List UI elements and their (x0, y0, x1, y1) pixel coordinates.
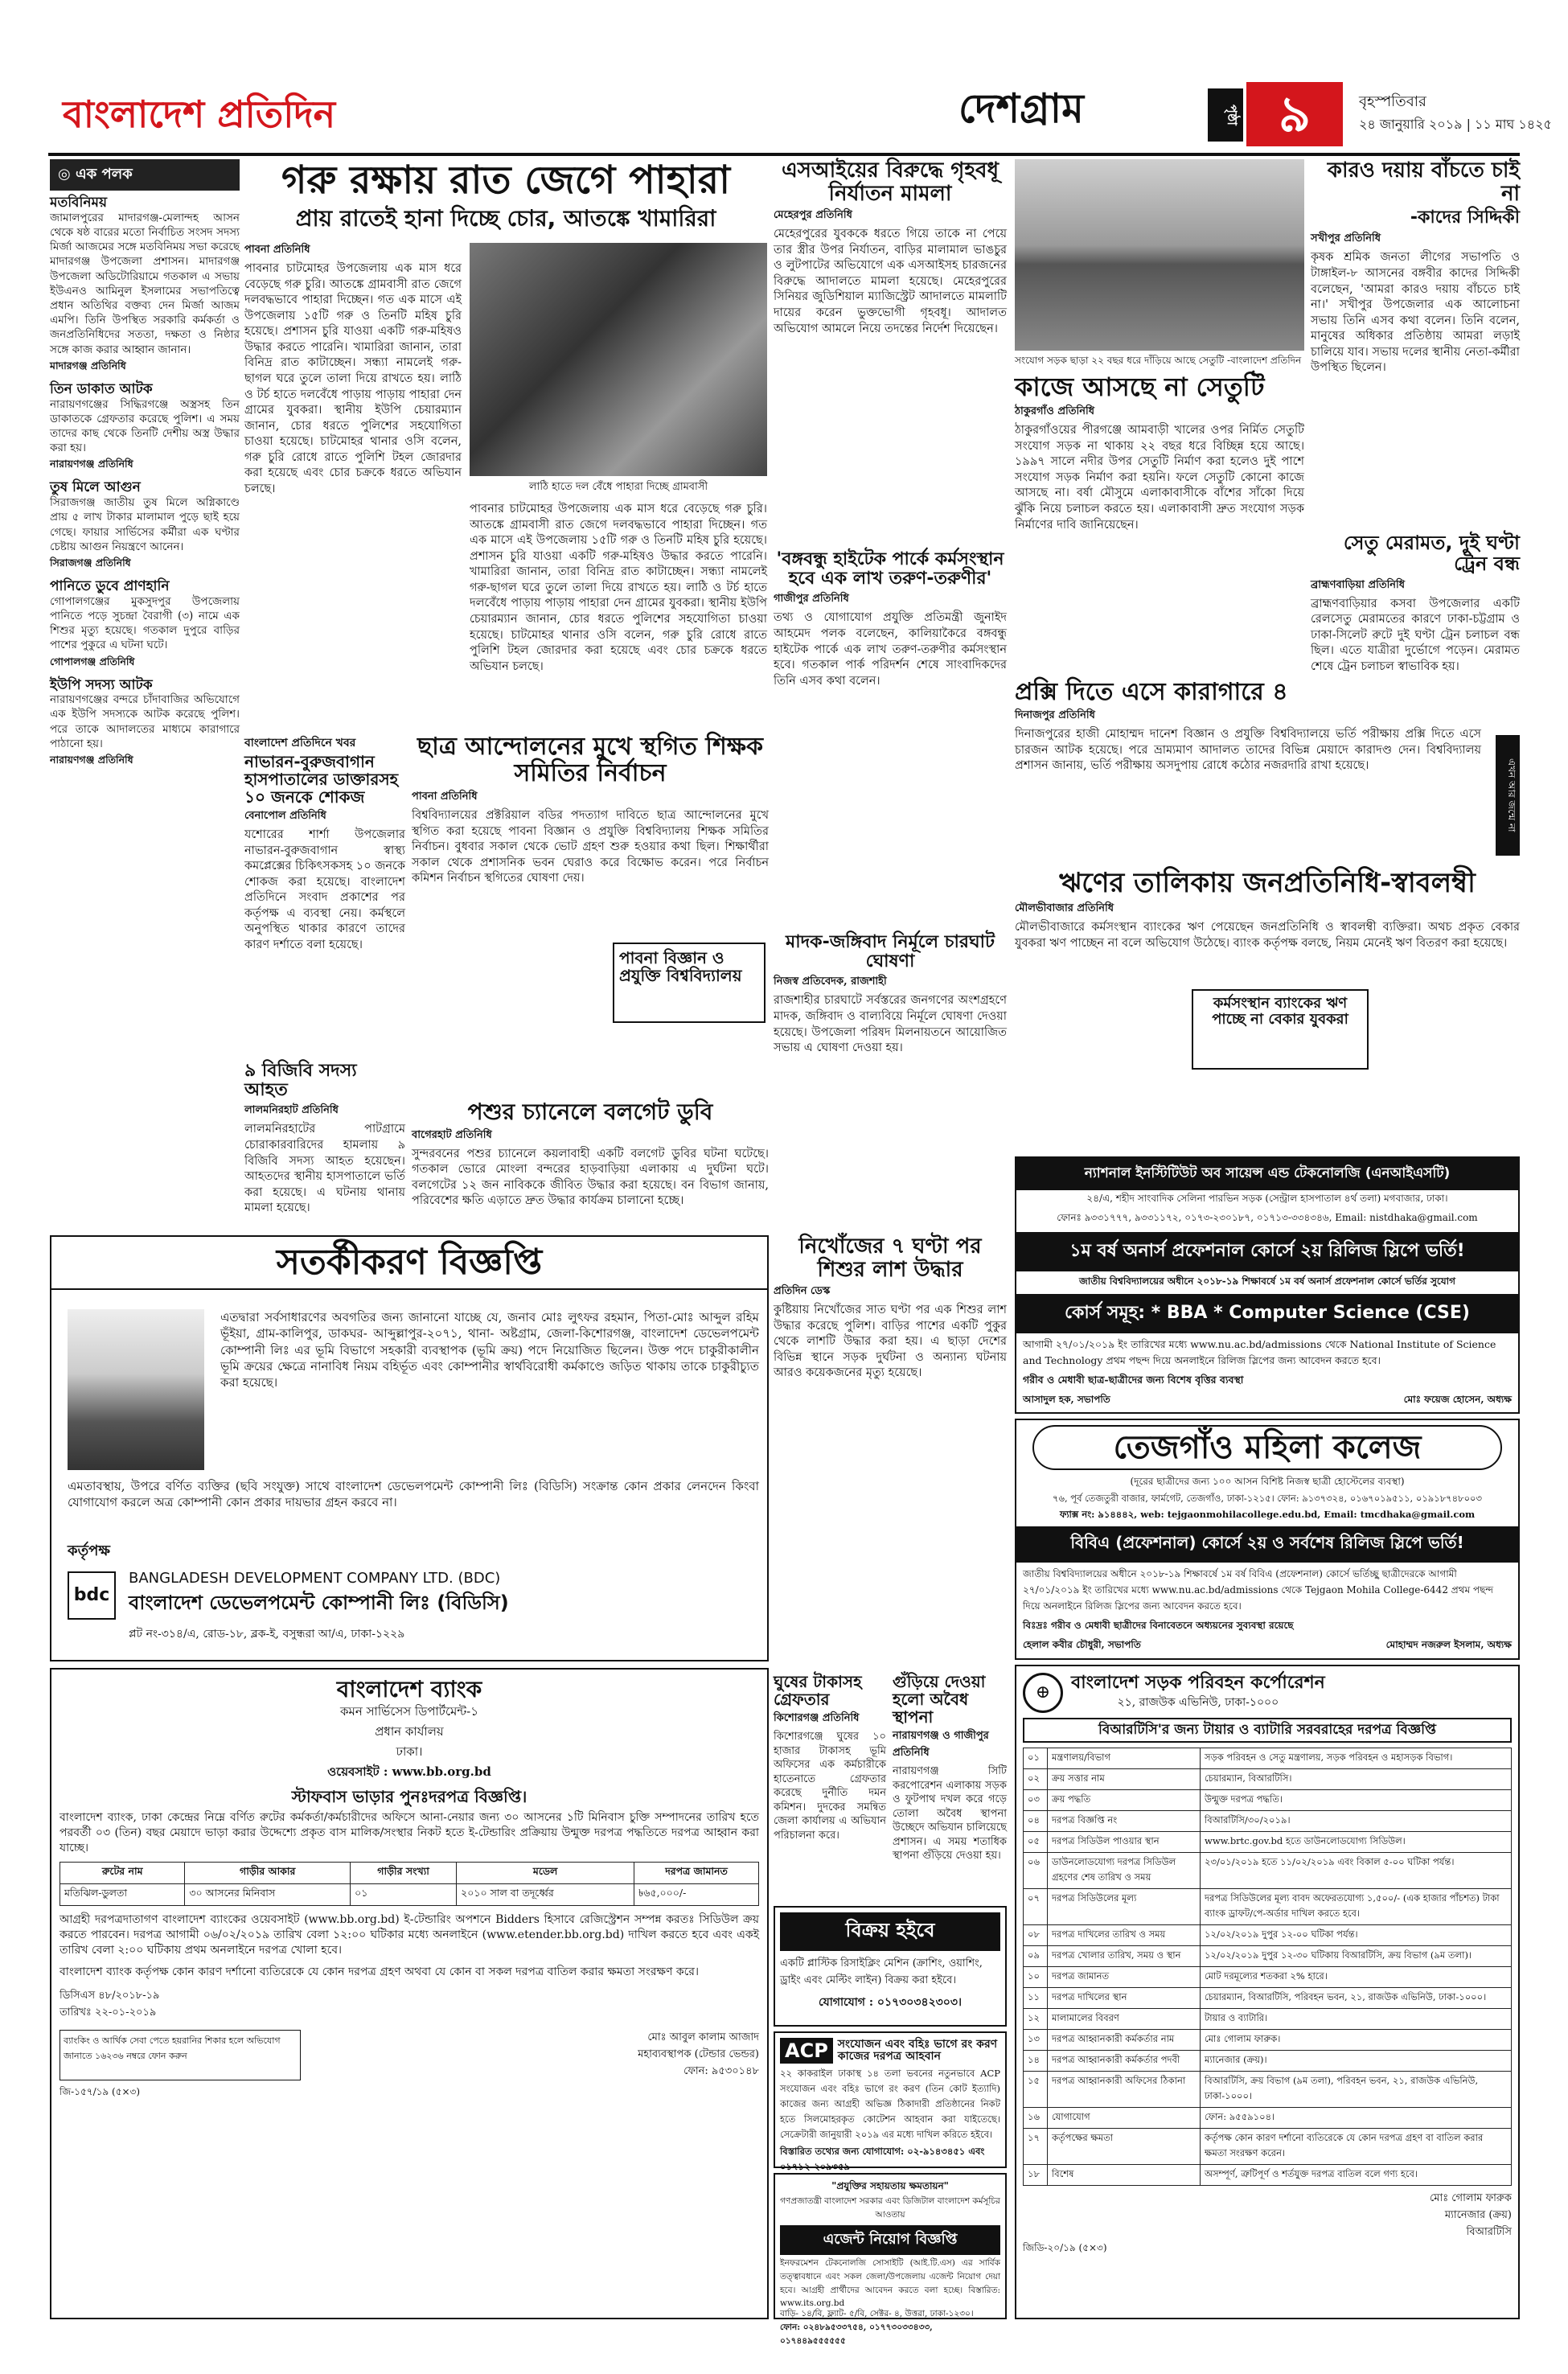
ad-bank-footer: বাংলাদেশ ব্যাংক কর্তৃপক্ষ কোন কারণ দর্শানো ব্যতিরেকে যে কোন দরপত্র গ্রহণ অথবা যে কোন বা সকল দরপত্র বাতিল করার ক্ষমতা সংরক্ষণ করে। (60, 1965, 699, 1979)
ad-bank-slogan: ব্যাংকিং ও আর্থিক সেবা পেতে হয়রানির শিকার হলে অভিযোগ জানাতে ১৬২৩৬ নম্বরে ফোন করুন (60, 2030, 301, 2080)
table-row (1024, 1831, 1512, 1852)
story-bangabandhu-text: তথ্য ও যোগাযোগ প্রযুক্তি প্রতিমন্ত্রী জুনাইদ আহমেদ পলক বলেছেন, কালিয়াকৈরে বঙ্গবন্ধু হাইটেক পার্কে এক লাখ তরুণ-তরুণীর কর্মসংস্থান হবে। গতকাল পার্ক পরিদর্শন শেষে সাংবাদিকদের তিনি এসব কথা বলেন। (774, 611, 1007, 688)
story-canal-text: সুন্দরবনের পশুর চ্যানেলে কয়লাবাহী একটি বলগেট ডুবির ঘটনা ঘটেছে। গতকাল ভোরে মোংলা বন্দরের হাড়বাড়িয়া এলাকায় এ দুর্ঘটনা ঘটে। বলগেটের ১২ জন নাবিককে জীবিত উদ্ধার করা হয়েছে। বন বিভাগ জানায়, পরিবেশের ক্ষতি এড়াতে দ্রুত উদ্ধার কার্যক্রম চালানো হচ্ছে। (412, 1147, 769, 1208)
story-canal-headline: পশুর চ্যানেলে বলগেট ডুবি (467, 1099, 713, 1125)
story-gender-headline: এসআইয়ের বিরুদ্ধে গৃহবধূ নির্যাতন মামলা (781, 158, 999, 206)
ad-tejgaon-sub: (দূরের ছাত্রীদের জন্য ১০০ আসন বিশিষ্ট নিজস্ব ছাত্রী হোস্টেলের ব্যবস্থা) (1130, 1476, 1405, 1487)
table-cell: ১৬ (1024, 2107, 1048, 2128)
story-bridge-byline: ঠাকুরগাঁও প্রতিনিধি (1015, 405, 1095, 418)
ad-nist-contact: ফোনঃ ৯৩৩১৭৭৭, ৯৩৩১১৭২, ০১৭৩-২৩০১৮৭, ০১৭১৩-৩৩৪৩৪৬, Email: nistdhaka@gmail.com (1057, 1212, 1478, 1223)
story-bgb-byline: লালমনিরহাট প্রতিনিধি (244, 1104, 339, 1117)
table-row (1024, 2164, 1512, 2185)
story-proxy (1015, 679, 1520, 864)
table-cell: ১২/০২/২০১৯ দুপুর ১২-০০ ঘটিকা পর্যন্ত। (1201, 1924, 1512, 1945)
table-header-cell: মডেল (457, 1863, 634, 1884)
story-kader-headline: কারও দয়ায় বাঁচতে চাই না (1327, 158, 1520, 206)
table-header-cell: রুটের নাম (60, 1863, 185, 1884)
ad-tejgaon-contact: ফ্যাক্স নং: ৯১৪৪৪২, web: tejgaonmohilacollege.edu.bd, Email: tmcdhaka@gmail.com (1059, 1509, 1476, 1520)
table-row (1024, 1966, 1512, 1987)
ad-bank-office: প্রধান কার্যালয় (375, 1723, 444, 1739)
ek-palak-item (50, 678, 240, 770)
ad-its-phone: ফোন: ০২৪৮৯৫৩৩৭৫৪, ০১৭৭৩০৩৩৪৩৩, ০১৭৪৪৯৫৫৫৫৫৫ (780, 2323, 933, 2346)
table-row (1024, 1924, 1512, 1945)
ad-sale-title: বিক্রয় হইবে (780, 1912, 1000, 1951)
story-loan-pullquote: কর্মসংস্থান ব্যাংকের ঋণ পাচ্ছে না বেকার যুবকরা (1192, 989, 1369, 1070)
table-cell: ০৬ (1024, 1852, 1048, 1888)
story-bangabandhu (774, 550, 1007, 928)
ek-palak-item (50, 579, 240, 672)
table-cell: মোঃ গোলাম ফারুক। (1201, 2029, 1512, 2050)
table-cell: দরপত্র আহ্বানকারী কর্মকর্তার নাম (1048, 2029, 1201, 2050)
table-cell: দরপত্র সিডিউলের মূল্য বাবদ অফেরতযোগ্য ১,৫০০/- (এক হাজার পাঁচশত) টাকা ব্যাংক ড্রাফট/পে-অর্ডার দাখিল করতে হবে। (1201, 1888, 1512, 1924)
story-canal-byline: বাগেরহাট প্রতিনিধি (412, 1128, 492, 1141)
bridge-photo (1015, 159, 1304, 351)
lead-body-right: পাবনার চাটমোহর উপজেলায় এক মাস ধরে বেড়েছে গরু চুরি। আতঙ্কে গ্রামবাসী রাত জেগে দলবদ্ধভাবে পাহারা দিচ্ছেন। গত এক মাসে এই উপজেলায় ১৫টি গরু ও তিনটি মহিষ চুরি হয়েছে। প্রশাসন চুরি যাওয়া একটি গরু-মহিষও উদ্ধার করতে পারেনি। খামারিরা জানান, তারা বিনিদ্র রাত কাটাচ্ছেন। সন্ধ্যা নামলেই গরু-ছাগল ঘরে তুলে তালা দিয়ে রাখতে হয়। লাঠি ও টর্চ হাতে দলবেঁধে পাড়ায় পাড়ায় পাহারা দেন গ্রামের যুবকরা। স্থানীয় ইউপি চেয়ারম্যান জানান, চোর ধরতে পুলিশের সহযোগিতা চাওয়া হয়েছে। চাটমোহর থানার ওসি বলেন, গরু চুরি রোধে রাতে পুলিশি টহল জোরদার করা হয়েছে এবং চোর চক্রকে ধরতে অভিযান চলছে। (470, 503, 767, 673)
ad-its-slogan: "প্রযুক্তির সহায়তায় ক্ষমতায়ন" (831, 2180, 949, 2191)
table-cell: দরপত্র খোলার তারিখ, সময় ও স্থান (1048, 1945, 1201, 1966)
table-cell: দরপত্র আহ্বানকারী অফিসের ঠিকানা (1048, 2071, 1201, 2107)
ad-brtc-signer-org: বিআরটিসি (1466, 2225, 1512, 2238)
lead-story (244, 159, 767, 730)
ad-tejgaon-highlight: বিঃদ্রঃ গরীব ও মেধাবী ছাত্রীদের বিনাবেতনে অধ্যয়নের সুব্যবস্থা রয়েছে (1023, 1620, 1294, 1631)
ad-nist-text: আগামী ২৭/০১/২০১৯ ইং তারিখের মধ্যে www.nu.ac.bd/admissions থেকে National Institute of Science and Technology প্রথম পছন্দ দিয়ে অনলাইনে রিলিজ স্লিপের জন্য আবেদন করতে হবে। (1023, 1338, 1496, 1366)
table-cell: মতিঝিল-ডুলতা (60, 1884, 185, 1906)
table-cell: ডাউনলোডযোগ্য দরপত্র সিডিউল গ্রহণের শেষ তারিখ ও সময় (1048, 1852, 1201, 1888)
story-bribe-text: কিশোরগঞ্জে ঘুষের ১০ হাজার টাকাসহ ভূমি অফিসের এক কর্মচারীকে হাতেনাতে গ্রেফতার করেছে দুর্নীতি দমন কমিশন। দুদকের সমন্বিত জেলা কার্যালয় এ অভিযান পরিচালনা করে। (774, 1731, 886, 1842)
table-cell: ক্রয় সত্তার নাম (1048, 1768, 1201, 1789)
table-cell: অসম্পূর্ণ, ত্রুটিপূর্ণ ও শর্তযুক্ত দরপত্র বাতিল বলে গণ্য হবে। (1201, 2164, 1512, 2185)
ad-acp (774, 2031, 1007, 2172)
ad-nist-highlight: গরীব ও মেধাবী ছাত্র-ছাত্রীদের জন্য বিশেষ বৃত্তির ব্যবস্থা (1023, 1374, 1244, 1386)
ek-palak-item-byline: মাদারগঞ্জ প্রতিনিধি (50, 359, 126, 372)
story-bgb-headline: ৯ বিজিবি সদস্য আহত (244, 1061, 357, 1101)
table-cell: চেয়ারম্যান, বিআরটিসি। (1201, 1768, 1512, 1789)
story-proxy-byline: দিনাজপুর প্রতিনিধি (1015, 709, 1095, 721)
story-bridge-headline: কাজে আসছে না সেতুটি (1015, 372, 1265, 402)
bdc-logo: bdc (68, 1571, 116, 1620)
story-kader (1311, 159, 1520, 529)
lead-body-text: পাবনার চাটমোহর উপজেলায় এক মাস ধরে বেড়েছে গরু চুরি। আতঙ্কে গ্রামবাসী রাত জেগে দলবদ্ধভাবে পাহারা দিচ্ছেন। গত এক মাসে এই উপজেলায় ১৫টি গরু ও তিনটি মহিষ চুরি হয়েছে। প্রশাসন চুরি যাওয়া একটি গরু-মহিষও উদ্ধার করতে পারেনি। খামারিরা জানান, তারা বিনিদ্র রাত কাটাচ্ছেন। সন্ধ্যা নামলেই গরু-ছাগল ঘরে তুলে তালা দিয়ে রাখতে হয়। লাঠি ও টর্চ হাতে দলবেঁধে পাড়ায় পাড়ায় পাহারা দেন গ্রামের যুবকরা। স্থানীয় ইউপি চেয়ারম্যান জানান, চোর ধরতে পুলিশের সহযোগিতা চাওয়া হয়েছে। চাটমোহর থানার ওসি বলেন, গরু চুরি রোধে রাতে পুলিশি টহল জোরদার করা হয়েছে এবং চোর চক্রকে ধরতে অভিযান চলছে। (244, 262, 462, 495)
ad-nist-sub: জাতীয় বিশ্ববিদ্যালয়ের অধীনে ২০১৮-১৯ শিক্ষাবর্ষে ১ম বর্ষ অনার্স প্রফেশনাল কোর্সে ভর্তির সুযোগ (1079, 1275, 1455, 1287)
story-kader-subhead: -কাদের সিদ্দিকী (1410, 207, 1520, 228)
table-cell: ১২/০২/২০১৯ দুপুর ১২-৩০ ঘটিকায় বিআরটিসি, ক্রয় বিভাগ (৯ম তলা)। (1201, 1945, 1512, 1966)
ad-its-text: ইনফরমেশন টেকনোলজি সোসাইটি (আই.টি.এস) এর সার্বিক তত্ত্বাবধানে এবং সকল জেলা/উপজেলায় এজেন্ট নিয়োগ দেয়া হবে। আগ্রহী প্রার্থীদের আবেদন করতে বলা হচ্ছে। বিস্তারিত: www.its.org.bd (780, 2258, 1000, 2308)
story-bangabandhu-byline: গাজীপুর প্রতিনিধি (774, 593, 849, 606)
table-row (1024, 1852, 1512, 1888)
story-teacher (412, 733, 769, 1095)
story-proxy-headline: প্রক্সি দিতে এসে কারাগারে ৪ (1015, 678, 1288, 706)
ad-nist-signer-left: আসাদুল হক, সভাপতি (1023, 1394, 1110, 1405)
ek-palak-item-text: নারায়ণগঞ্জের বন্দরে চাঁদাবাজির অভিযোগে এক ইউপি সদস্যকে আটক করেছে পুলিশ। পরে তাকে আদালতের মাধ্যমে কারাগারে পাঠানো হয়। (50, 693, 240, 750)
ek-palak-label: ◎ এক পলক (50, 159, 240, 191)
story-teacher-byline: পাবনা প্রতিনিধি (412, 791, 478, 803)
table-row (1024, 1748, 1512, 1768)
table-row (1024, 2029, 1512, 2050)
table-cell: দরপত্র আহ্বানকারী কর্মকর্তার পদবী (1048, 2050, 1201, 2071)
ad-bank-signer-title: মহাব্যবস্থাপক (টেন্ডার ভেন্ডর) (638, 2048, 759, 2061)
ad-its-title: এজেন্ট নিয়োগ বিজ্ঞপ্তি (780, 2225, 1000, 2255)
story-loan (1015, 869, 1520, 1150)
story-loan-byline: মৌলভীবাজার প্রতিনিধি (1015, 902, 1114, 915)
ad-bank-signer: মোঃ আবুল কালাম আজাদ (647, 2031, 759, 2044)
brtc-logo-icon: ⊕ (1023, 1673, 1063, 1713)
ad-acp-contact: বিস্তারিত তথ্যের জন্য যোগাযোগ: ০২-৯১৪৩৪৫১ এবং ০১৭১২-২০৯৩৫৯ (780, 2146, 985, 2172)
ad-brtc-header (1023, 1673, 1512, 1713)
lead-photo (470, 243, 767, 476)
table-cell: সড়ক পরিবহন ও সেতু মন্ত্রণালয়, সড়ক পরিবহন ও মহাসড়ক বিভাগ। (1201, 1748, 1512, 1768)
table-cell: ফোন: ৯৫৫৯১০৪। (1201, 2107, 1512, 2128)
story-loan-text: মৌলভীবাজারে কর্মসংস্থান ব্যাংকের ঋণ পেয়েছেন জনপ্রতিনিধি ও স্বাবলম্বী ব্যক্তিরা। অথচ প্রকৃত বেকার যুবকরা ঋণ পাচ্ছেন না বলে অভিযোগ উঠেছে। ব্যাংক কর্তৃপক্ষ বলছে, নিয়ম মেনেই ঋণ বিতরণ করা হয়েছে। (1015, 921, 1520, 950)
table-cell: যোগাযোগ (1048, 2107, 1201, 2128)
ad-nist (1015, 1156, 1520, 1414)
story-rail-text: ব্রাহ্মণবাড়িয়ার কসবা উপজেলার একটি রেলসেতু মেরামতের কারণে ঢাকা-চট্টগ্রাম ও ঢাকা-সিলেট রুটে দুই ঘণ্টা ট্রেন চলাচল বন্ধ ছিল। এতে যাত্রীরা দুর্ভোগে পড়েন। মেরামত শেষে ট্রেন চলাচল স্বাভাবিক হয়। (1311, 597, 1520, 674)
story-illegal-text: নারায়ণগঞ্জ সিটি করপোরেশন এলাকায় সড়ক ও ফুটপাথ দখল করে গড়ে তোলা অবৈধ স্থাপনা উচ্ছেদে অভিযান চালিয়েছে প্রশাসন। এ সময় শতাধিক স্থাপনা গুঁড়িয়ে দেওয়া হয়। (893, 1765, 1007, 1863)
ad-warning-authority: কর্তৃপক্ষ (68, 1542, 110, 1559)
ek-palak-item-title: পানিতে ডুবে প্রাণহানি (50, 578, 170, 594)
ek-palak-item-title: মতবিনিময় (50, 195, 107, 211)
ad-nist-title: ন্যাশনাল ইনস্টিটিউট অব সায়েন্স এন্ড টেকনোলজি (এনআইএসটি) (1016, 1158, 1518, 1190)
ad-brtc-org: বাংলাদেশ সড়ক পরিবহন কর্পোরেশন (1071, 1672, 1325, 1693)
ad-sale-text: একটি প্লাস্টিক রিসাইক্লিং মেশিন (ক্রাশিং, ওয়াশিং, ড্রাইং এবং মেল্টিং লাইন) বিক্রয় করা হইবে। (780, 1957, 983, 1986)
ad-bank-city: ঢাকা। (396, 1744, 423, 1759)
table-cell: ১১ (1024, 1987, 1048, 2008)
table-cell: ক্রয় পদ্ধতি (1048, 1789, 1201, 1810)
story-doctors-headline: নাভারন-বুরুজবাগান হাসপাতালের ডাক্তারসহ ১০ জনকে শোকজ (244, 752, 399, 807)
ad-nist-signer-right: মোঃ ফয়েজ হোসেন, অধ্যক্ষ (1403, 1394, 1512, 1405)
ad-acp-text: ২২ কাকরাইল ঢাকাস্থ ১৪ তলা ভবনের নতুনভাবে ACP সংযোজন এবং বহিঃ ভাগে রং করণ (তিন কোট ইত্যাদি) কাজের জন্য আগ্রহী অভিজ্ঞ ঠিকাদারী প্রতিষ্ঠানের নিকট হতে সিলমোহরকৃত কোটেশন আহবান করা যাইতেছে। সেক্রেটারী জানুয়ারী ২০১৯ এর মধ্যে দাখিল করিতে হইবে। (780, 2068, 1000, 2140)
table-cell: বিশেষ (1048, 2164, 1201, 2185)
table-row (60, 1884, 759, 1906)
ad-brtc-signer-block (1023, 2191, 1512, 2241)
ad-tejgaon-address: ৭৬, পূর্ব তেজতুরী বাজার, ফার্মগেট, তেজগাঁও, ঢাকা-১২১৫। ফোন: ৯১৩৭৩২৪, ০১৬৭০১৯৫১১, ০১৯১৮৭৪৮০০৩ (1053, 1493, 1482, 1504)
table-cell: ০৯ (1024, 1945, 1048, 1966)
lead-subhead: প্রায় রাতেই হানা দিচ্ছে চোর, আতঙ্কে খামারিরা (295, 204, 716, 232)
ad-brtc (1015, 1665, 1520, 2319)
story-doctors-text: যশোরের শার্শা উপজেলার নাভারন-বুরুজবাগান স্বাস্থ্য কমপ্লেক্সের চিকিৎসকসহ ১০ জনকে শোকজ করা হয়েছে। বাংলাদেশ প্রতিদিনে সংবাদ প্রকাশের পর কর্তৃপক্ষ এ ব্যবস্থা নেয়। কর্মস্থলে অনুপস্থিত থাকার কারণে তাদের কারণ দর্শাতে বলা হয়েছে। (244, 828, 405, 951)
swirl-icon: ◎ (58, 166, 76, 183)
table-cell: চেয়ারম্যান, বিআরটিসি, পরিবহন ভবন, ২১, রাজউক এভিনিউ, ঢাকা-১০০০। (1201, 1987, 1512, 2008)
story-doctors-byline: বেনাপোল প্রতিনিধি (244, 810, 326, 822)
ad-bank-notice: স্টাফবাস ভাড়ার পুনঃদরপত্র বিজ্ঞপ্তি। (291, 1786, 527, 1806)
ad-acp-header (780, 2038, 1000, 2064)
ad-brtc-signer: মোঃ গোলাম ফারুক (1429, 2191, 1512, 2204)
ad-sale (774, 1906, 1007, 2027)
table-row (1024, 2050, 1512, 2071)
story-bangabandhu-headline: 'বঙ্গবন্ধু হাইটেক পার্কে কর্মসংস্থান হবে এক লাখ তরুণ-তরুণীর' (776, 549, 1004, 589)
ad-bank-intro: বাংলাদেশ ব্যাংক, ঢাকা কেন্দ্রের নিম্নে বর্ণিত রুটের কর্মকর্তা/কর্মচারীদের অফিসে আনা-নেয়ার জন্য ৩০ আসনের ১টি মিনিবাস চুক্তি সম্পাদনের তারিখ হতে পরবর্তী ০৩ (তিন) বছর মেয়াদে ভাড়া করার উদ্দেশ্যে প্রকৃত বাস মালিক/সংস্থার নিকট হতে ই-টেন্ডারিং প্রক্রিয়ায় উন্মুক্ত দরপত্র পদ্ধতিতে দরপত্র আহ্বান করা যাচ্ছে। (60, 1810, 759, 1854)
table-row (1024, 2128, 1512, 2164)
table-row (1024, 1987, 1512, 2008)
story-missing-headline: নিখোঁজের ৭ ঘণ্টা পর শিশুর লাশ উদ্ধার (798, 1234, 982, 1282)
table-cell: টায়ার ও ব্যাটারি। (1201, 2008, 1512, 2029)
table-cell: দরপত্র জামানত (1048, 1966, 1201, 1987)
table-cell: কর্তৃপক্ষের ক্ষমতা (1048, 2128, 1201, 2164)
table-row (1024, 1945, 1512, 1966)
ek-palak-item-title: তুষ মিলে আগুন (50, 479, 141, 496)
table-row (1024, 1789, 1512, 1810)
story-illegal (893, 1673, 1007, 1898)
ek-palak-item-title: তিন ডাকাত আটক (50, 380, 153, 397)
ad-brtc-address: ২১, রাজউক এভিনিউ, ঢাকা-১০০০ (1117, 1696, 1279, 1710)
ad-tejgaon-signer-left: হেলাল কবীর চৌধুরী, সভাপতি (1023, 1639, 1141, 1650)
lead-body-left (244, 240, 462, 722)
ad-warning-text2: এমতাবস্থায়, উপরে বর্ণিত ব্যক্তির (ছবি সংযুক্ত) সাথে বাংলাদেশ ডেভেলপমেন্ট কোম্পানী লিঃ (বিডিসি) সংক্রান্ত কোন প্রকার লেনদেন কিংবা যোগাযোগ করলে অত্র কোম্পানী কোন প্রকার দায়ভার গ্রহন করবে না। (68, 1479, 759, 1510)
page-word: পৃষ্ঠা (1208, 88, 1243, 142)
lead-headline: গরু রক্ষায় রাত জেগে পাহারা (281, 158, 731, 203)
ad-brtc-table-body (1024, 1748, 1512, 2185)
ad-tejgaon (1015, 1419, 1520, 1660)
ad-bank-table-body (60, 1884, 759, 1906)
ek-palak-item (50, 195, 240, 376)
issue-date: ২৪ জানুয়ারি ২০১৯ | ১১ মাঘ ১৪২৫ (1359, 117, 1552, 132)
ad-tejgaon-signers (1016, 1637, 1518, 1656)
table-row (1024, 2071, 1512, 2107)
lead-byline: পাবনা প্রতিনিধি (244, 244, 310, 256)
story-drug (774, 933, 1007, 1230)
story-missing-byline: প্রতিদিন ডেস্ক (774, 1285, 831, 1298)
ad-warning-text: এতদ্বারা সর্বসাধারণের অবগতির জন্য জানানো যাচ্ছে যে, জনাব মোঃ লুৎফর রহমান, পিতা-মোঃ আব্দুল রহিম ভূঁইয়া, গ্রাম-কালিপুর, ডাকঘর- আব্দুল্লাপুর-২০৭১, থানা- অষ্টগ্রাম, জেলা-কিশোরগঞ্জ, বাংলাদেশ ডেভেলপমেন্ট কোম্পানী লিঃ এর ভূমি বিভাগে সহকারী ব্যবস্থাপক (ভূমি ক্রয়) পদে নিয়োজিত ছিলেন। উক্ত পদে চাকুরীকালীন ভূমি ক্রয়ের ক্ষেত্রে নানাবিধ নিয়ম বহির্ভূত এবং কোম্পানীর স্বার্থবিরোধী কর্মকাণ্ডে জড়িত থাকায় তাকে চাকুরীচ্যুত করা হয়েছে। (220, 1310, 759, 1390)
table-row (1024, 1768, 1512, 1789)
table-cell: ম্যানেজার (ক্রয়)। (1201, 2050, 1512, 2071)
ad-its-top: গণপ্রজাতন্ত্রী বাংলাদেশ সরকার এবং ডিজিটাল বাংলাদেশ কর্মসূচির আওতায় (780, 2196, 1000, 2220)
ad-bank-title: বাংলাদেশ ব্যাংক (336, 1676, 482, 1702)
table-cell: ০৩ (1024, 1789, 1048, 1810)
story-illegal-headline: গুঁড়িয়ে দেওয়া হলো অবৈধ স্থাপনা (893, 1672, 986, 1727)
story-kader-text: কৃষক শ্রমিক জনতা লীগের সভাপতি ও টাঙ্গাইল-৮ আসনের বঙ্গবীর কাদের সিদ্দিকী বলেছেন, 'আমরা কারও দয়ায় বাঁচতে চাই না।' সখীপুর উপজেলার এক আলোচনা সভায় তিনি এসব কথা বলেন। তিনি বলেন, মানুষের অধিকার প্রতিষ্ঠায় আমরা লড়াই চালিয়ে যাব। সভায় দলের স্থানীয় নেতা-কর্মীরা উপস্থিত ছিলেন। (1311, 251, 1520, 375)
story-teacher-pullquote: পাবনা বিজ্ঞান ও প্রযুক্তি বিশ্ববিদ্যালয় (613, 943, 766, 1023)
story-bribe (774, 1673, 886, 1898)
ad-bank-signer-block (638, 2030, 759, 2080)
page-number-box (1208, 82, 1344, 146)
ad-warning-title: সতর্কীকরণ বিজ্ঞপ্তি (51, 1237, 767, 1290)
ad-warning-address: প্লট নং-৩১৪/এ, রোড-১৮, ব্লক-ই, বসুন্ধরা আ/এ, ঢাকা-১২২৯ (129, 1628, 405, 1641)
table-cell: ০২ (1024, 1768, 1048, 1789)
issue-day: বৃহস্পতিবার (1359, 93, 1426, 110)
table-cell: দরপত্র সিডিউল পাওয়ার স্থান (1048, 1831, 1201, 1852)
masthead (0, 0, 1568, 161)
ad-bank-ref: ডিসিএস ৪৮/২০১৮-১৯ (60, 1990, 160, 2002)
section-title: দেশগ্রাম (958, 85, 1084, 132)
table-cell: ২৩/০১/২০১৯ হতে ১১/০২/২০১৯ এবং বিকাল ৫-০০ ঘটিকা পর্যন্ত। (1201, 1852, 1512, 1888)
table-cell: ১৩ (1024, 2029, 1048, 2050)
table-cell: ০১ (351, 1884, 457, 1906)
story-loan-headline: ঋণের তালিকায় জনপ্রতিনিধি-স্বাবলম্বী (1059, 867, 1476, 899)
story-drug-text: রাজশাহীর চারঘাটে সর্বস্তরের জনগণের অংশগ্রহণে মাদক, জঙ্গিবাদ ও বাল্যবিয়ে নির্মূলে ঘোষণা দেওয়া হয়েছে। উপজেলা পরিষদ মিলনায়তনে আয়োজিত সভায় এ ঘোষণা দেওয়া হয়। (774, 994, 1007, 1055)
acp-logo: ACP (780, 2038, 833, 2064)
story-rail-headline: সেতু মেরামত, দুই ঘণ্টা ট্রেন বন্ধ (1343, 532, 1520, 576)
ad-bank-dept: কমন সার্ভিসেস ডিপার্টমেন্ট-১ (340, 1703, 478, 1719)
story-drug-byline: নিজস্ব প্রতিবেদক, রাজশাহী (774, 975, 887, 988)
table-header-cell: গাড়ীর সংখ্যা (351, 1863, 457, 1884)
table-cell: ১৪ (1024, 2050, 1048, 2071)
table-cell: বিআরটিসি, ক্রয় বিভাগ (৯ম তলা), পরিবহন ভবন, ২১, রাজউক এভিনিউ, ঢাকা-১০০০। (1201, 2071, 1512, 2107)
ek-palak-column (50, 159, 240, 1213)
ad-its (774, 2173, 1007, 2346)
table-cell: কর্তৃপক্ষ কোন কারণ দর্শানো ব্যতিরেকে যে কোন দরপত্র গ্রহণ বা বাতিল করার ক্ষমতা সংরক্ষণ করেন। (1201, 2128, 1512, 2164)
table-cell: ০৪ (1024, 1810, 1048, 1831)
ad-nist-signers (1016, 1391, 1518, 1411)
ek-palak-item-byline: গোপালগঞ্জ প্রতিনিধি (50, 655, 135, 667)
table-cell: দরপত্র দাখিলের তারিখ ও সময় (1048, 1924, 1201, 1945)
ad-bank-body: আগ্রহী দরপত্রদাতাগণ বাংলাদেশ ব্যাংকের ওয়েবসাইট (www.bb.org.bd) ই-টেন্ডারিং অপশনে Bidders হিসাবে রেজিস্ট্রেশন সম্পন্ন করতঃ সিডিউল ক্রয় করতে পারবেন। দরপত্র আগামী ০৬/০২/২০১৯ তারিখ বেলা ১২:০০ ঘটিকার মধ্যে অনলাইনে (www.etender.bb.org.bd) দাখিল করতে হবে এবং একই তারিখ বেলা ২:০০ ঘটিকায় প্রথম অনলাইনে দরপত্র খোলা হবে। (60, 1913, 759, 1957)
table-cell: ০৫ (1024, 1831, 1048, 1852)
ek-palak-list (50, 195, 240, 770)
story-proxy-side-label: এখন আর জন্মে না (1496, 735, 1520, 856)
table-cell: উন্মুক্ত দরপত্র পদ্ধতি। (1201, 1789, 1512, 1810)
table-cell: মালামালের বিবরণ (1048, 2008, 1201, 2029)
ad-bank-table (60, 1862, 759, 1906)
lead-photo-caption: লাঠি হাতে দল বেঁধে পাহারা দিচ্ছে গ্রামবাসী (528, 481, 708, 493)
table-cell: ১০ (1024, 1966, 1048, 1987)
ek-palak-item-title: ইউপি সদস্য আটক (50, 676, 153, 693)
story-missing-text: কুষ্টিয়ায় নিখোঁজের সাত ঘণ্টা পর এক শিশুর লাশ উদ্ধার করেছে পুলিশ। বাড়ির পাশের একটি পুকুর থেকে লাশটি উদ্ধার করা হয়। এ ছাড়া দেশের বিভিন্ন স্থানে সড়ক দুর্ঘটনা ও অন্যান্য ঘটনায় আরও কয়েকজনের মৃত্যু হয়েছে। (774, 1304, 1007, 1380)
story-missing (774, 1235, 1007, 1637)
story-proxy-text: দিনাজপুরের হাজী মোহাম্মদ দানেশ বিজ্ঞান ও প্রযুক্তি বিশ্ববিদ্যালয়ে ভর্তি পরীক্ষায় প্রক্সি দিতে এসে চারজন আটক হয়েছে। পরে ভ্রাম্যমাণ আদালত তাদের বিভিন্ন মেয়াদে কারাদণ্ড দেন। বিশ্ববিদ্যালয় প্রশাসন জানায়, ভর্তি পরীক্ষায় অসদুপায় রোধে কঠোর নজরদারি রাখা হয়েছে। (1015, 728, 1481, 773)
table-cell: দরপত্র বিজ্ঞপ্তি নং (1048, 1810, 1201, 1831)
ad-tejgaon-signer-right: মোহাম্মদ নজরুল ইসলাম, অধ্যক্ষ (1385, 1639, 1512, 1650)
table-cell: মন্ত্রণালয়/বিভাগ (1048, 1748, 1201, 1768)
table-cell: ১২ (1024, 2008, 1048, 2029)
ad-bank-footer-row (60, 2030, 759, 2080)
story-bridge-text: ঠাকুরগাঁওয়ের পীরগঞ্জে আমবাড়ী খালের ওপর নির্মিত সেতুটি সংযোগ সড়ক না থাকায় ২২ বছর ধরে বিচ্ছিন্ন হয়ে আছে। ১৯৯৭ সালে নদীর উপর সেতুটি নির্মাণ করা হলেও দুই পাশে সংযোগ সড়ক নির্মাণ করা হয়নি। ফলে সেতুটি কোনো কাজে আসছে না। বর্ষা মৌসুমে এলাকাবাসীকে বাঁশের সাঁকো দিয়ে ঝুঁকি নিয়ে চলাচল করতে হয়। এলাকাবাসী দ্রুত সংযোগ সড়ক নির্মাণের দাবি জানিয়েছেন। (1015, 424, 1304, 532)
bridge-photo-caption: সংযোগ সড়ক ছাড়া ২২ বছর ধরে দাঁড়িয়ে আছে সেতুটি -বাংলাদেশ প্রতিদিন (1015, 355, 1302, 366)
story-bridge (1015, 159, 1304, 674)
ad-nist-courses: কোর্স সমূহ: * BBA * Computer Science (CSE) (1016, 1294, 1518, 1333)
ad-nist-address: ২৪/এ, শহীদ সাংবাদিক সেলিনা পারভিন সড়ক (সেন্ট্রাল হাসপাতাল ৪র্থ তলা) মগবাজার, ঢাকা। (1086, 1193, 1448, 1204)
table-cell: ১৭ (1024, 2128, 1048, 2164)
ad-brtc-signer-title: ম্যানেজার (ক্রয়) (1444, 2208, 1512, 2221)
ad-warning (50, 1235, 769, 1661)
story-canal (412, 1100, 769, 1230)
ek-palak-item-text: গোপালগঞ্জের মুকসুদপুর উপজেলায় পানিতে পড়ে সুচন্দ্রা বৈরাগী (৩) নামে এক শিশুর মৃত্যু হয়েছে। গতকাল দুপুরে বাড়ির পাশের পুকুরে এ ঘটনা ঘটে। (50, 594, 240, 652)
ad-tejgaon-banner: বিবিএ (প্রফেশনাল) কোর্সে ২য় ও সর্বশেষ রিলিজ স্লিপে ভর্তি! (1016, 1526, 1518, 1563)
table-cell: দরপত্র দাখিলের স্থান (1048, 1987, 1201, 2008)
table-header-cell: গাড়ীর আকার (185, 1863, 351, 1884)
table-cell: ২০১০ সাল বা তদূর্ধ্বের (457, 1884, 634, 1906)
ad-bank-table-header (60, 1863, 759, 1884)
table-row (1024, 1888, 1512, 1924)
table-cell: ০৮ (1024, 1924, 1048, 1945)
ad-warning-photo (68, 1309, 204, 1470)
ek-palak-item-text: জামালপুরের মাদারগঞ্জ-মেলান্দহ আসন থেকে ষষ্ঠ বারের মতো নির্বাচিত সংসদ সদস্য মির্জা আজমের সঙ্গে মতবিনিময় সভা করেছে মাদারগঞ্জ উপজেলা প্রশাসন। মাদারগঞ্জ উপজেলা অডিটোরিয়ামে গতকাল এ সভায় ইউএনও আমিনুল ইসলামের সভাপতিত্বে প্রধান অতিথির বক্তব্য দেন মির্জা আজম এমপি। তিনি উপস্থিত সরকারি কর্মকর্তা ও জনপ্রতিনিধিদের সততা, দক্ষতা ও নিষ্ঠার সঙ্গে কাজ করার আহ্বান জানান। (50, 211, 240, 356)
story-drug-headline: মাদক-জঙ্গিবাদ নির্মূলে চারঘাট ঘোষণা (786, 932, 995, 972)
ad-bank-phone: ফোন: ৯৫৩০১৪৮ (683, 2065, 759, 2078)
ek-palak-item (50, 480, 240, 573)
ad-acp-title: সংযোজন এবং বহিঃ ভাগে রং করণ কাজের দরপত্র আহবান (837, 2037, 998, 2063)
table-cell: ৩০ আসনের মিনিবাস (185, 1884, 351, 1906)
table-cell: দরপত্র সিডিউলের মূল্য (1048, 1888, 1201, 1924)
table-row (1024, 2008, 1512, 2029)
ek-palak-item-text: নারায়ণগঞ্জের সিদ্ধিরগঞ্জে অস্ত্রসহ তিন ডাকাতকে গ্রেফতার করেছে পুলিশ। এ সময় তাদের কাছ থেকে তিনটি দেশীয় অস্ত্র উদ্ধার করা হয়। (50, 397, 240, 455)
story-teacher-text: বিশ্ববিদ্যালয়ের প্রক্টরিয়াল বডির পদত্যাগ দাবিতে ছাত্র আন্দোলনের মুখে স্থগিত করা হয়েছে পাবনা বিজ্ঞান ও প্রযুক্তি বিশ্ববিদ্যালয় শিক্ষক সমিতির নির্বাচন। বুধবার সকাল থেকে ভোট গ্রহণ শুরু হওয়ার কথা ছিল। শিক্ষার্থীরা সকাল থেকে প্রশাসনিক ভবন ঘেরাও করে বিক্ষোভ করেন। পরে নির্বাচন কমিশন নির্বাচন স্থগিতের ঘোষণা দেয়। (412, 809, 769, 885)
ad-bank (50, 1668, 769, 2319)
story-doctors (244, 733, 405, 1055)
ad-bank-code: জি-১৫৭/১৯ (৫×৩) (60, 2086, 141, 2098)
ek-palak-item-byline: সিরাজগঞ্জ প্রতিনিধি (50, 557, 131, 569)
ad-tejgaon-text: জাতীয় বিশ্ববিদ্যালয়ের অধীনে ২০১৮-১৯ শিক্ষাবর্ষে ১ম বর্ষ বিবিএ (প্রফেশনাল) কোর্সে ভর্তিচ্ছু ছাত্রীদেরকে আগামী ২৭/০১/২০১৯ ইং তারিখের মধ্যে www.nu.ac.bd/admissions থেকে Tejgaon Mohila College-6442 প্রথম পছন্দ দিয়ে অনলাইনে রিলিজ স্লিপের জন্য আবেদন করতে হবে। (1023, 1568, 1494, 1612)
story-kader-byline: সখীপুর প্রতিনিধি (1311, 232, 1381, 245)
ad-warning-company-en: BANGLADESH DEVELOPMENT COMPANY LTD. (BDC) (129, 1570, 501, 1587)
table-cell: ১৮ (1024, 2164, 1048, 2185)
ad-brtc-title: বিআরটিসি'র জন্য টায়ার ও ব্যাটারি সরবরাহের দরপত্র বিজ্ঞপ্তি (1023, 1718, 1512, 1743)
story-rail-byline: ব্রাহ্মণবাড়িয়া প্রতিনিধি (1311, 578, 1406, 591)
masthead-rule (48, 153, 1520, 156)
table-row (1024, 1810, 1512, 1831)
table-cell: ০৭ (1024, 1888, 1048, 1924)
page-number: ৯ (1246, 82, 1343, 146)
table-cell: www.brtc.gov.bd হতে ডাউনলোডযোগ্য সিডিউল। (1201, 1831, 1512, 1852)
ad-sale-contact: যোগাযোগ : ০১৭৩০৩৪২৩০৩। (819, 1996, 962, 2009)
table-cell: মোট দরমূল্যের শতকরা ২% হারে। (1201, 1966, 1512, 1987)
story-bgb (244, 1062, 405, 1230)
ad-bank-ref-date: তারিখঃ ২২-০১-২০১৯ (60, 2006, 157, 2019)
table-row (1024, 2107, 1512, 2128)
ad-tejgaon-title: তেজগাঁও মহিলা কলেজ (1032, 1425, 1502, 1470)
ad-brtc-code: জিডি-২০/১৯ (৫×৩) (1023, 2241, 1107, 2253)
ad-brtc-table (1023, 1748, 1512, 2186)
story-gender (774, 159, 1007, 545)
ek-palak-item-byline: নারায়ণগঞ্জ প্রতিনিধি (50, 754, 133, 766)
ek-palak-item-text: সিরাজগঞ্জ জাতীয় তুষ মিলে অগ্নিকাণ্ডে প্রায় ৫ লাখ টাকার মালামাল পুড়ে ছাই হয়ে গেছে। ফায়ার সার্ভিসের কর্মীরা এক ঘণ্টার চেষ্টায় আগুন নিয়ন্ত্রণে আনেন। (50, 496, 240, 553)
story-illegal-byline: নারায়ণগঞ্জ ও গাজীপুর প্রতিনিধি (893, 1730, 989, 1759)
table-cell: ০১ (1024, 1748, 1048, 1768)
ad-warning-company-bn: বাংলাদেশ ডেভেলপমেন্ট কোম্পানী লিঃ (বিডিসি) (129, 1592, 509, 1614)
story-bgb-text: লালমনিরহাটের পাটগ্রামে চোরাকারবারিদের হামলায় ৯ বিজিবি সদস্য আহত হয়েছেন। আহতদের স্থানীয় হাসপাতালে ভর্তি করা হয়েছে। এ ঘটনায় থানায় মামলা হয়েছে। (244, 1123, 405, 1215)
story-bribe-byline: কিশোরগঞ্জ প্রতিনিধি (774, 1712, 860, 1724)
ek-palak-item (50, 382, 240, 474)
story-doctors-kicker: বাংলাদেশ প্রতিদিনে খবর (244, 737, 356, 750)
story-teacher-headline: ছাত্র আন্দোলনের মুখে স্থগিত শিক্ষক সমিতির নির্বাচন (417, 733, 763, 787)
ek-palak-item-byline: নারায়ণগঞ্জ প্রতিনিধি (50, 458, 133, 470)
table-cell: ৳৬৫,০০০/- (634, 1884, 759, 1906)
table-cell: ১৫ (1024, 2071, 1048, 2107)
story-gender-text: মেহেরপুরের যুবককে ধরতে গিয়ে তাকে না পেয়ে তার স্ত্রীর উপর নির্যাতন, বাড়ির মালামাল ভাঙচুর ও লুটপাটের অভিযোগে এক এসআইসহ চারজনের বিরুদ্ধে আদালতে মামলা হয়েছে। মেহেরপুরের সিনিয়র জুডিশিয়াল ম্যাজিস্ট্রেট আদালতে মামলাটি দায়ের করেন ভুক্তভোগী গৃহবধূ। আদালত অভিযোগ আমলে নিয়ে তদন্তের নির্দেশ দিয়েছেন। (774, 228, 1007, 335)
ad-nist-banner: ১ম বর্ষ অনার্স প্রফেশনাল কোর্সে ২য় রিলিজ স্লিপে ভর্তি! (1016, 1232, 1518, 1271)
ad-its-address: বাড়ি- ১৪/বি, ফ্ল্যাট- ৫/বি, সেক্টর- ৪, উত্তরা, ঢাকা-১২৩০। (780, 2309, 974, 2319)
table-header-cell: দরপত্র জামানত (634, 1863, 759, 1884)
story-bribe-headline: ঘুষের টাকাসহ গ্রেফতার (774, 1672, 862, 1709)
story-gender-byline: মেহেরপুর প্রতিনিধি (774, 209, 852, 222)
newspaper-logo: বাংলাদেশ প্রতিদিন (63, 92, 336, 136)
table-cell: বিআরটিসি/৩০/২০১৯। (1201, 1810, 1512, 1831)
ad-bank-website: ওয়েবসাইট : www.bb.org.bd (327, 1764, 491, 1779)
